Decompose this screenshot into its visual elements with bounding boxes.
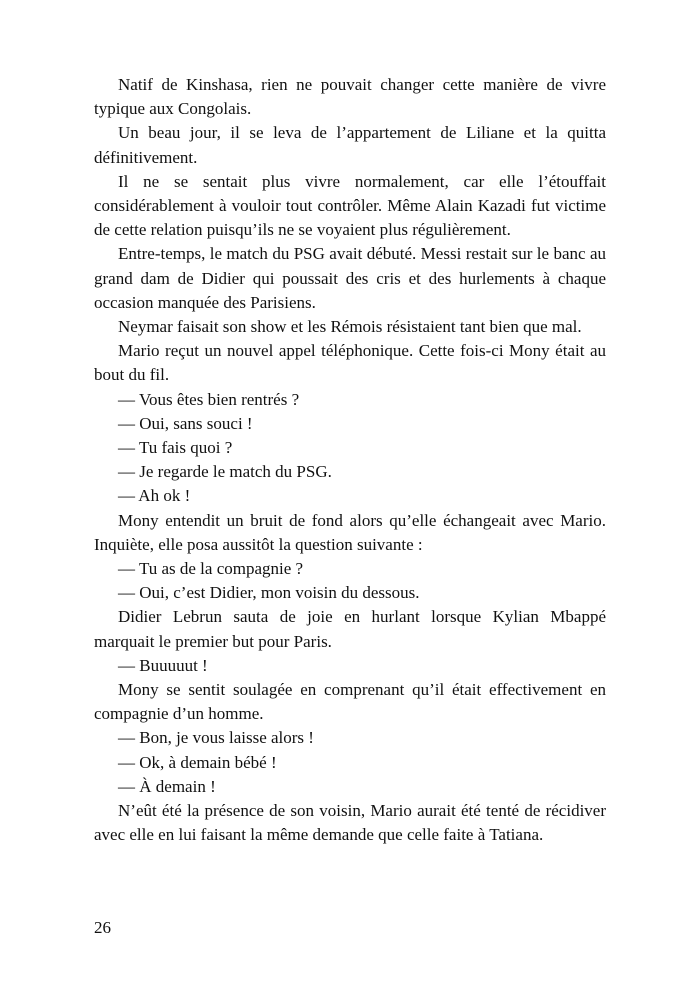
paragraph: N’eût été la présence de son voisin, Mario aurait été tenté de récidiver avec elle en lui faisant la même demande que celle faite à Tatiana. <box>94 801 606 845</box>
paragraph: Entre-temps, le match du PSG avait débuté. Messi restait sur le banc au grand dam de Didier qui poussait des cris et des hurlements à chaque occasion manquée des Parisiens. <box>94 244 606 312</box>
dialogue-line: — Tu fais quoi ? <box>118 438 233 458</box>
body-text <box>94 73 606 848</box>
dialogue-line: — Oui, sans souci ! <box>118 413 253 433</box>
dialogue-line: — Tu as de la compagnie ? <box>118 559 304 579</box>
dialogue-line: — Bon, je vous laisse alors ! <box>118 728 314 748</box>
paragraph: Mony se sentit soulagée en comprenant qu’il était effectivement en compagnie d’un homme. <box>94 680 606 724</box>
paragraph: Il ne se sentait plus vivre normalement, car elle l’étouffait considérablement à vouloir tout contrôler. Même Alain Kazadi fut victime de cette relation puisqu’ils ne se voyaient plus régulièrement. <box>94 171 606 240</box>
dialogue-line: — Ah ok ! <box>118 486 191 506</box>
paragraph: Neymar faisait son show et les Rémois résistaient tant bien que mal. <box>118 317 582 337</box>
dialogue-line: — À demain ! <box>118 776 216 796</box>
dialogue-line: — Oui, c’est Didier, mon voisin du dessous. <box>118 583 420 603</box>
paragraph: Didier Lebrun sauta de joie en hurlant lorsque Kylian Mbappé marquait le premier but pour Paris. <box>94 607 606 651</box>
page-number: 26 <box>94 918 111 937</box>
dialogue-line: — Vous êtes bien rentrés ? <box>118 389 300 409</box>
paragraph: Natif de Kinshasa, rien ne pouvait changer cette manière de vivre typique aux Congolais. <box>94 75 606 119</box>
paragraph: Mony entendit un bruit de fond alors qu’elle échangeait avec Mario. Inquiète, elle posa aussitôt la question suivante : <box>94 510 606 554</box>
dialogue-line: — Buuuuut ! <box>118 655 208 675</box>
paragraph: Un beau jour, il se leva de l’appartement de Liliane et la quitta définitivement. <box>94 123 606 167</box>
dialogue-line: — Ok, à demain bébé ! <box>118 752 277 772</box>
paragraph: Mario reçut un nouvel appel téléphonique. Cette fois-ci Mony était au bout du fil. <box>94 341 606 385</box>
dialogue-line: — Je regarde le match du PSG. <box>118 462 332 482</box>
